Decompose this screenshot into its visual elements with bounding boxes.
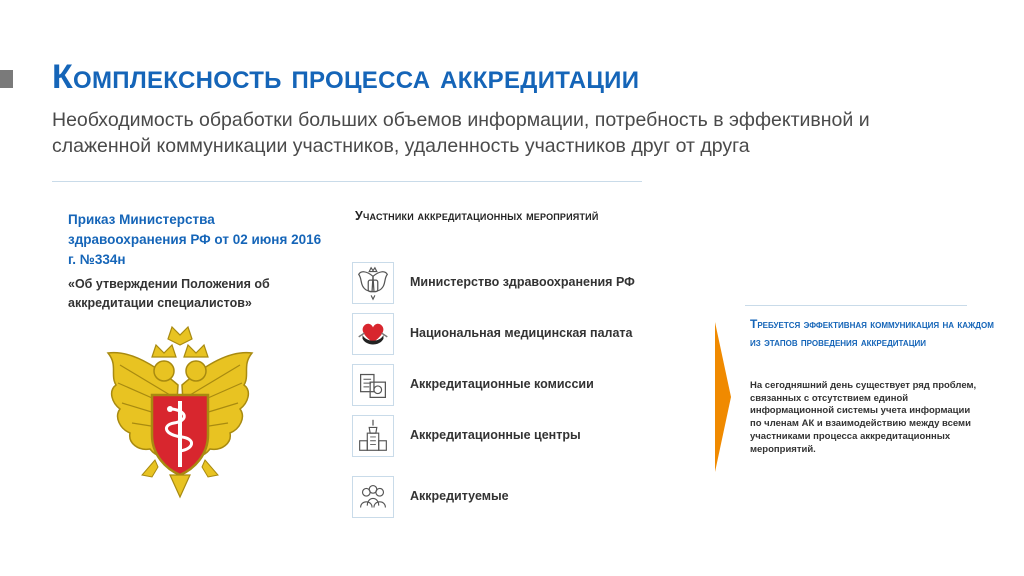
participant-label: Аккредитационные центры: [410, 428, 581, 442]
title-marker: [0, 70, 13, 88]
need-divider: [745, 305, 967, 306]
participant-ministry: [352, 262, 692, 304]
participant-label: Аккредитуемые: [410, 489, 509, 503]
orange-arrow-icon: [715, 322, 731, 472]
need-title: Требуется эффективная коммуникация на каждом из этапов проведения аккредитации: [750, 317, 994, 349]
participant-centers: [352, 415, 692, 457]
participants-heading: Участники аккредитационных мероприятий: [355, 209, 599, 223]
page-subtitle: Необходимость обработки больших объемов информации, потребность в эффективной и слаженной коммуникации участников, удаленность участников друг от друга: [52, 109, 870, 157]
participant-label: Национальная медицинская палата: [410, 326, 633, 340]
order-quote: «Об утверждении Положения об аккредитации специалистов»: [68, 277, 270, 310]
eagle-emblem-icon: [352, 262, 394, 304]
need-text: На сегодняшний день существует ряд проблем, связанных с отсутствием единой информационной системы учета информации по членам АК и взаимодействию между всеми участниками процесса аккредитационных мероприятий.: [750, 380, 977, 455]
participant-commissions: [352, 364, 692, 406]
heart-hands-icon: [352, 313, 394, 355]
participant-label: Аккредитационные комиссии: [410, 377, 594, 391]
participant-label: Министерство здравоохранения РФ: [410, 275, 635, 289]
group-people-icon: [352, 476, 394, 518]
participant-accredited: [352, 476, 692, 518]
participant-medical-chamber: [352, 313, 692, 355]
commission-icon: [352, 364, 394, 406]
order-title: Приказ Министерства здравоохранения РФ от 02 июня 2016 г. №334н: [68, 212, 322, 267]
ministry-emblem-icon: [100, 325, 260, 500]
header-divider: [52, 181, 642, 182]
page-title: Комплексность процесса аккредитации: [52, 58, 640, 96]
tower-building-icon: [352, 415, 394, 457]
